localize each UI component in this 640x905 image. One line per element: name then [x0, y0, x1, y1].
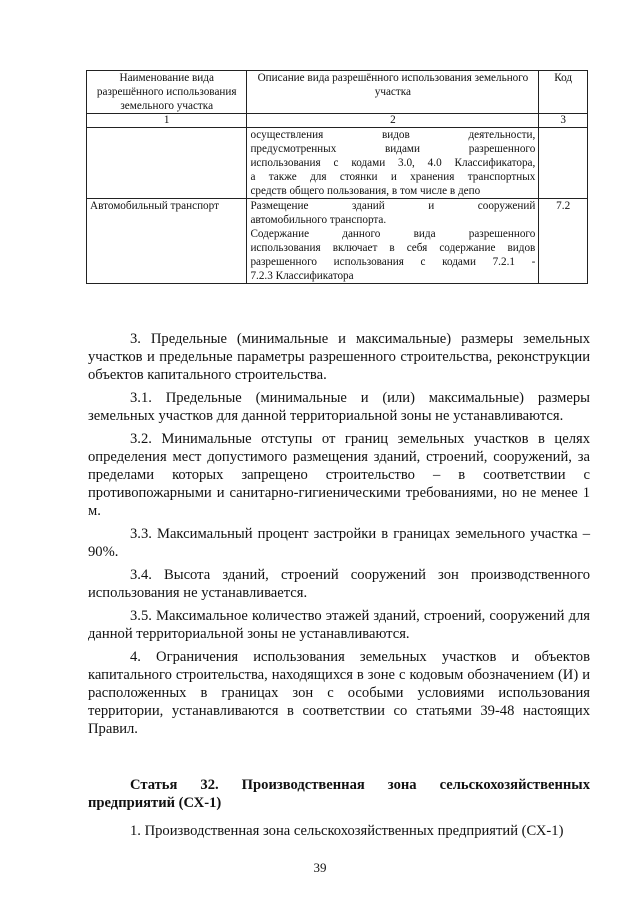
cell-use-type-name: Автомобильный транспорт: [87, 199, 247, 284]
table-header-row: [87, 71, 588, 114]
cell-use-type-description: [247, 199, 539, 284]
page-number: 39: [313, 860, 327, 875]
article-heading: Статья 32. Производственная зона сельскохозяйственных предприятий (СХ-1): [88, 777, 590, 811]
description-line: а также для стоянки и хранения транспортных: [250, 171, 536, 183]
column-number: 2: [247, 114, 539, 128]
cell-use-type-name: [87, 128, 247, 199]
description-line: предусмотренных видами разрешенного: [250, 143, 536, 155]
paragraph: 1. Производственная зона сельскохозяйственных предприятий (СХ-1): [130, 823, 564, 839]
paragraph: 3.1. Предельные (минимальные и (или) максимальные) размеры земельных участков для данной территориальной зоны не устанавливаются.: [88, 390, 590, 424]
description-line: разрешенного использования с кодами 7.2.1 -: [250, 256, 536, 268]
table-row: [87, 128, 588, 199]
column-number: 3: [539, 114, 588, 128]
description-line: Содержание данного вида разрешенного: [250, 228, 536, 240]
cell-code: 7.2: [539, 199, 588, 284]
cell-use-type-description: [247, 128, 539, 199]
column-number: 1: [87, 114, 247, 128]
header-use-type-description: Описание вида разрешённого использования земельного участка: [247, 71, 539, 114]
paragraph: 3.5. Максимальное количество этажей зданий, строений, сооружений для данной территориальной зоны не устанавливаются.: [88, 608, 590, 642]
description-line: Размещение зданий и сооружений: [250, 200, 536, 212]
description-line: осуществления видов деятельности,: [250, 129, 536, 141]
land-use-table: [86, 70, 588, 284]
cell-code: [539, 128, 588, 199]
header-use-type-name: Наименование вида разрешённого использования земельного участка: [87, 71, 247, 114]
paragraph: 3.2. Минимальные отступы от границ земельных участков в целях определения мест допустимого размещения зданий, строений, сооружений, за пределами которых запрещено строительство – в соответствии с противопожарными и санитарно-гигиеническими требованиями, но не менее 1 м.: [88, 431, 590, 519]
description-line: использования включает в себя содержание видов: [250, 242, 536, 254]
paragraph: 3.3. Максимальный процент застройки в границах земельного участка – 90%.: [88, 526, 590, 560]
header-code: Код: [539, 71, 588, 114]
paragraph: 4. Ограничения использования земельных участков и объектов капитального строительства, находящихся в зоне с кодовым обозначением (И) и расположенных в границах зон с особыми условиями использования территории, устанавливаются в соответствии со статьями 39-48 настоящих Правил.: [88, 649, 590, 737]
description-line: средств общего пользования, в том числе в депо: [250, 185, 481, 197]
description-line: 7.2.3 Классификатора: [250, 270, 354, 282]
table-row: [87, 199, 588, 284]
table-column-numbers-row: [87, 114, 588, 128]
body-text: [88, 330, 590, 845]
paragraph: 3. Предельные (минимальные и максимальные) размеры земельных участков и предельные параметры разрешенного строительства, реконструкции объектов капитального строительства.: [88, 331, 590, 383]
paragraph: 3.4. Высота зданий, строений сооружений зон производственного использования не устанавливается.: [88, 567, 590, 601]
description-line: автомобильного транспорта.: [250, 214, 387, 226]
description-line: использования с кодами 3.0, 4.0 Классификатора,: [250, 157, 536, 169]
